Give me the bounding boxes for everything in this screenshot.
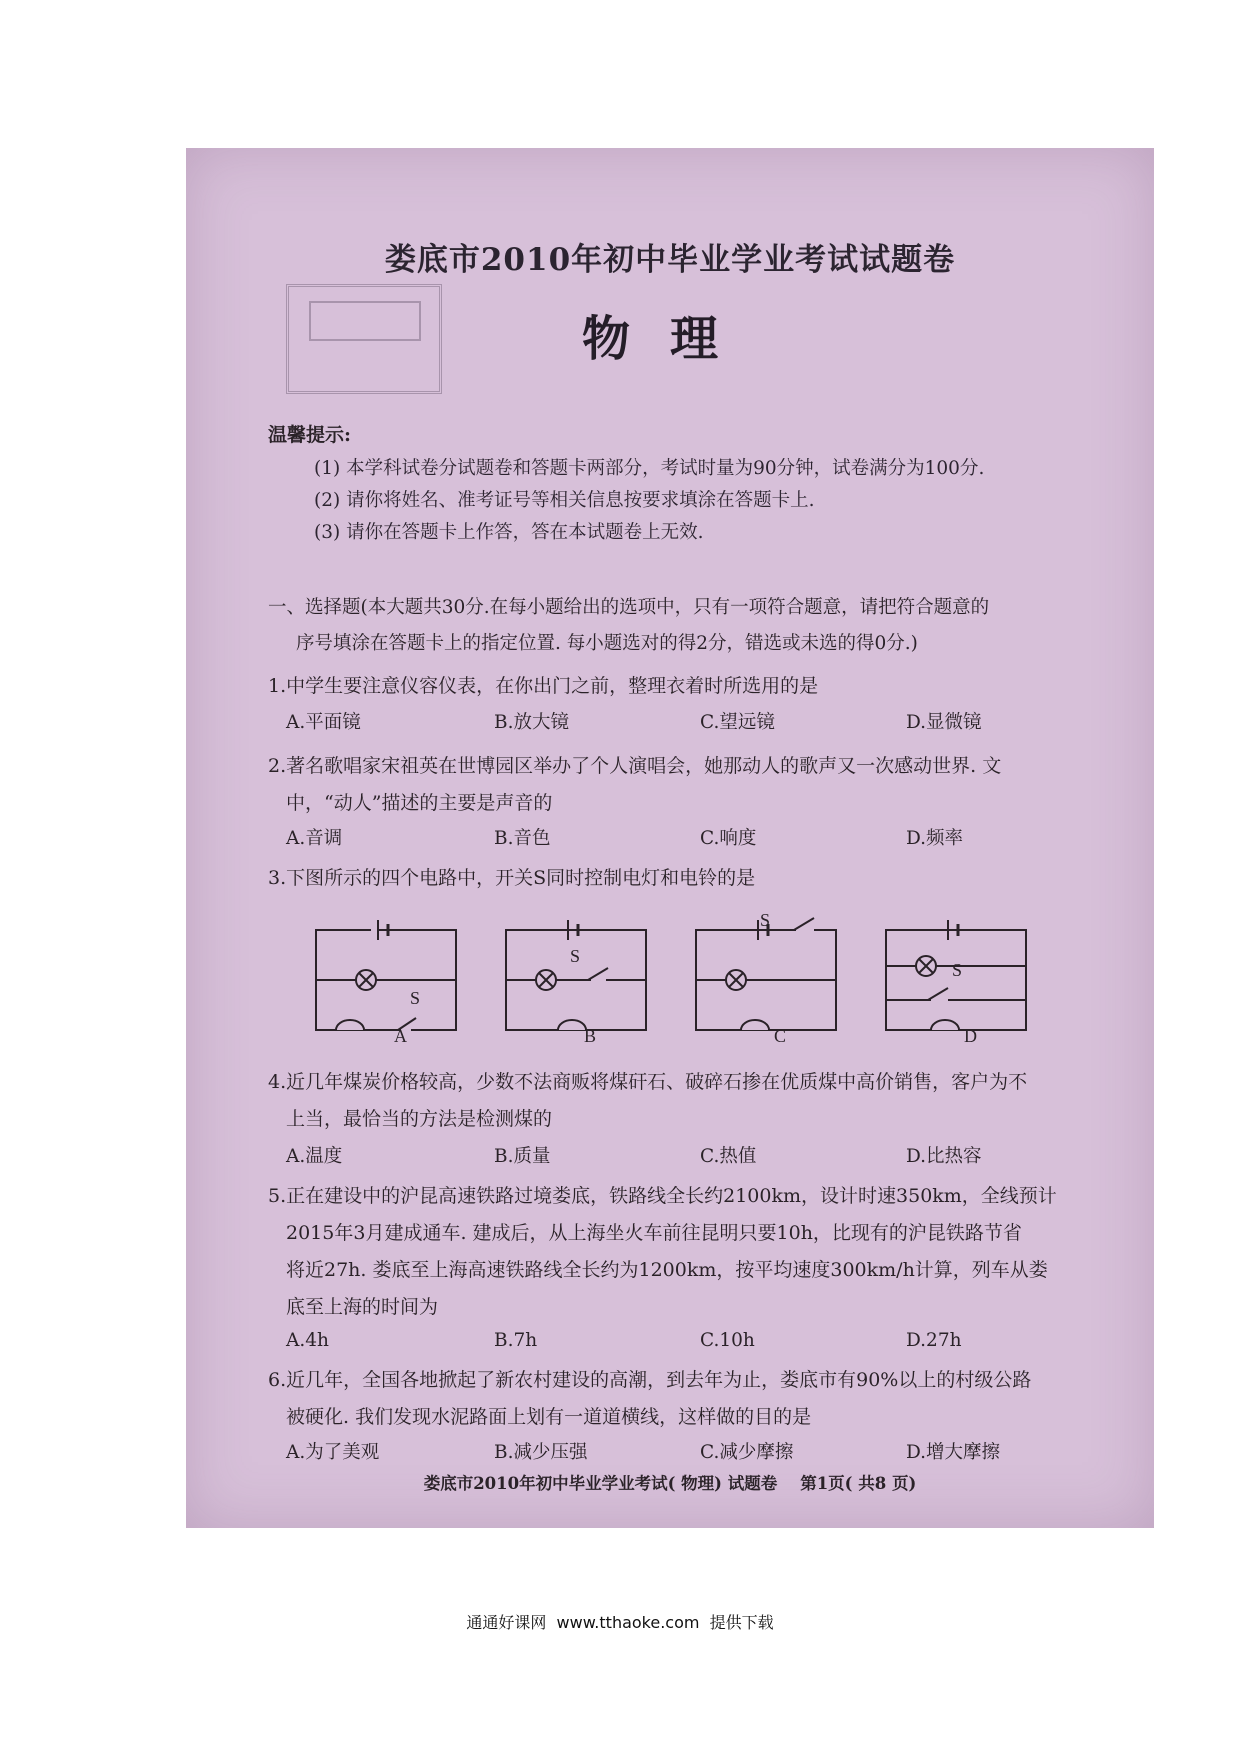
page-footer: 娄底市2010年初中毕业学业考试( 物理) 试题卷 第1页( 共8 页): [423, 1474, 917, 1493]
switch-label: S: [410, 988, 421, 1008]
option-b: B.减少压强: [494, 1442, 588, 1463]
switch-label: S: [952, 960, 963, 980]
option-b: B.音色: [494, 828, 551, 849]
question-1: [268, 668, 1128, 705]
circuit-b: [506, 920, 646, 1030]
option-b: B.放大镜: [494, 712, 569, 733]
options-6: [286, 1438, 1106, 1468]
options-4: [286, 1142, 1106, 1172]
question-text: 将近27h. 娄底至上海高速铁路线全长约为1200km，按平均速度300km/h计算，列车从娄: [286, 1259, 1048, 1281]
option-b: B.质量: [494, 1146, 551, 1167]
option-a: A.温度: [286, 1146, 343, 1167]
options-5: [286, 1330, 1106, 1360]
notice-item: (2) 请你将姓名、准考证号等相关信息按要求填涂在答题卡上.: [314, 490, 815, 511]
circuit-label-a: A: [394, 1026, 407, 1046]
section-heading-line: 序号填涂在答题卡上的指定位置. 每小题选对的得2分，错选或未选的得0分.): [296, 633, 918, 654]
question-text: 2.著名歌唱家宋祖英在世博园区举办了个人演唱会，她那动人的歌声又一次感动世界. 文: [268, 755, 1002, 777]
option-d: D.27h: [906, 1330, 962, 1351]
option-a: A.平面镜: [286, 712, 361, 733]
option-a: A.4h: [286, 1330, 329, 1351]
question-text: 上当，最恰当的方法是检测煤的: [286, 1108, 553, 1130]
option-d: D.比热容: [906, 1146, 982, 1167]
question-text: 被硬化. 我们发现水泥路面上划有一道道横线，这样做的目的是: [286, 1406, 812, 1428]
option-a: A.音调: [286, 828, 343, 849]
question-5: [268, 1178, 1128, 1326]
option-d: D.显微镜: [906, 712, 982, 733]
question-text: 4.近几年煤炭价格较高，少数不法商贩将煤矸石、破碎石掺在优质煤中高价销售，客户为不: [268, 1071, 1028, 1093]
option-c: C.热值: [700, 1146, 757, 1167]
option-c: C.10h: [700, 1330, 755, 1351]
circuit-c: [696, 918, 836, 1030]
notice-item: (1) 本学科试卷分试题卷和答题卡两部分，考试时量为90分钟，试卷满分为100分.: [314, 458, 985, 479]
switch-label: S: [760, 910, 771, 930]
question-3: [268, 860, 1128, 897]
option-c: C.望远镜: [700, 712, 775, 733]
options-2: [286, 824, 1106, 854]
switch-label: S: [570, 946, 581, 966]
question-text: 1.中学生要注意仪容仪表，在你出门之前，整理衣着时所选用的是: [268, 675, 819, 697]
option-a: A.为了美观: [286, 1442, 380, 1463]
subject-title: 物理: [581, 311, 758, 367]
options-1: [286, 708, 1106, 738]
exam-paper: [186, 148, 1154, 1528]
circuit-label-b: B: [584, 1026, 597, 1046]
exam-title: 娄底市2010年初中毕业学业考试试题卷: [384, 242, 956, 278]
circuit-a: [316, 920, 456, 1030]
question-text: 中，“动人”描述的主要是声音的: [286, 792, 553, 814]
question-text: 3.下图所示的四个电路中，开关S同时控制电灯和电铃的是: [268, 867, 756, 889]
question-4: [268, 1064, 1128, 1138]
option-b: B.7h: [494, 1330, 538, 1351]
question-2: [268, 748, 1128, 822]
circuit-diagrams: [306, 900, 1066, 1070]
question-text: 2015年3月建成通车. 建成后，从上海坐火车前往昆明只要10h，比现有的沪昆铁路节省: [286, 1222, 1022, 1244]
option-c: C.响度: [700, 828, 757, 849]
notice-item: (3) 请你在答题卡上作答，答在本试题卷上无效.: [314, 522, 704, 543]
question-text: 底至上海的时间为: [286, 1296, 439, 1318]
circuit-label-c: C: [774, 1026, 787, 1046]
option-c: C.减少摩擦: [700, 1442, 794, 1463]
download-credit: 通通好课网 www.tthaoke.com 提供下载: [466, 1613, 774, 1632]
question-text: 6.近几年，全国各地掀起了新农村建设的高潮，到去年为止，娄底市有90%以上的村级公路: [268, 1369, 1032, 1391]
option-d: D.增大摩擦: [906, 1442, 1001, 1463]
section-heading: [268, 590, 1108, 662]
question-6: [268, 1362, 1128, 1436]
question-text: 5.正在建设中的沪昆高速铁路过境娄底，铁路线全长约2100km，设计时速350km，全线预计: [268, 1185, 1057, 1207]
circuit-label-d: D: [964, 1026, 977, 1046]
section-heading-line: 一、选择题(本大题共30分.在每小题给出的选项中，只有一项符合题意，请把符合题意的: [268, 597, 990, 618]
notice-title: 温馨提示:: [268, 424, 352, 446]
option-d: D.频率: [906, 828, 964, 849]
